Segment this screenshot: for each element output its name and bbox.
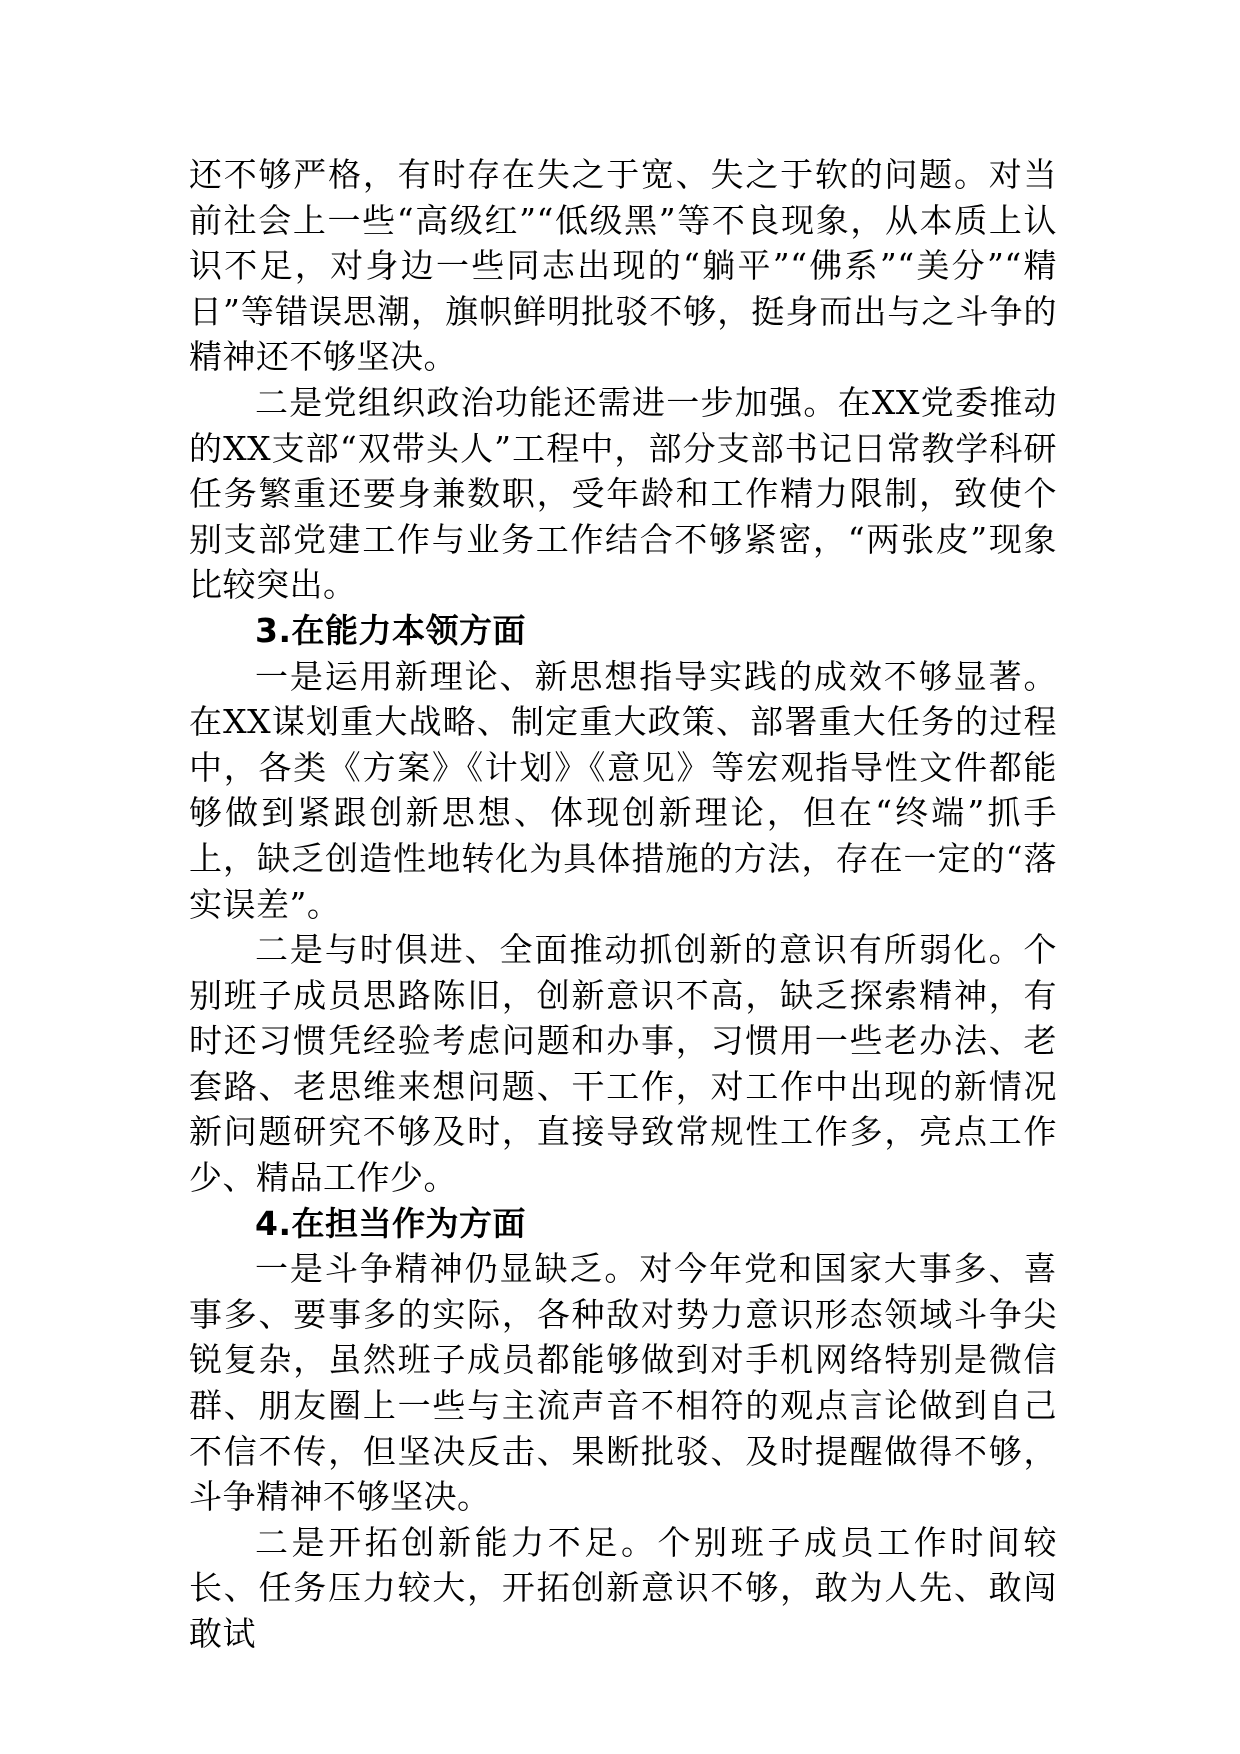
section-heading-ability: 3.在能力本领方面 [255,610,526,650]
document-page [189,152,1057,1657]
paragraph-innovation-awareness: 二是与时俱进、全面推动抓创新的意识有所弱化。个别班子成员思路陈旧，创新意识不高，缺乏探索精神，有时还习惯凭经验考虑问题和办事，习惯用一些老办法、老套路、老思维来想问题、干工作，对工作中出现的新情况新问题研究不够及时，直接导致常规性工作多，亮点工作少、精品工作少。 [189,930,1057,1198]
paragraph-party-organization: 二是党组织政治功能还需进一步加强。在XX党委推动的XX支部“双带头人”工程中，部分支部书记日常教学科研任务繁重还要身兼数职，受年龄和工作精力限制，致使个别支部党建工作与业务工作结合不够紧密，“两张皮”现象比较突出。 [189,382,1057,605]
paragraph-new-theory: 一是运用新理论、新思想指导实践的成效不够显著。在XX谋划重大战略、制定重大政策、部署重大任务的过程中，各类《方案》《计划》《意见》等宏观指导性文件都能够做到紧跟创新思想、体现创新理论，但在“终端”抓手上，缺乏创造性地转化为具体措施的方法，存在一定的“落实误差”。 [189,656,1057,924]
paragraph-continuation: 还不够严格，有时存在失之于宽、失之于软的问题。对当前社会上一些“高级红”“低级黑”等不良现象，从本质上认识不足，对身边一些同志出现的“躺平”“佛系”“美分”“精日”等错误思潮，旗帜鲜明批驳不够，挺身而出与之斗争的精神还不够坚决。 [189,155,1057,377]
paragraph-struggle-spirit: 一是斗争精神仍显缺乏。对今年党和国家大事多、喜事多、要事多的实际，各种敌对势力意识形态领域斗争尖锐复杂，虽然班子成员都能够做到对手机网络特别是微信群、朋友圈上一些与主流声音不相符的观点言论做到自己不信不传，但坚决反击、果断批驳、及时提醒做得不够，斗争精神不够坚决。 [189,1249,1057,1517]
section-heading-responsibility: 4.在担当作为方面 [255,1203,526,1243]
paragraph-pioneering-ability: 二是开拓创新能力不足。个别班子成员工作时间较长、任务压力较大，开拓创新意识不够，敢为人先、敢闯敢试 [189,1522,1057,1653]
